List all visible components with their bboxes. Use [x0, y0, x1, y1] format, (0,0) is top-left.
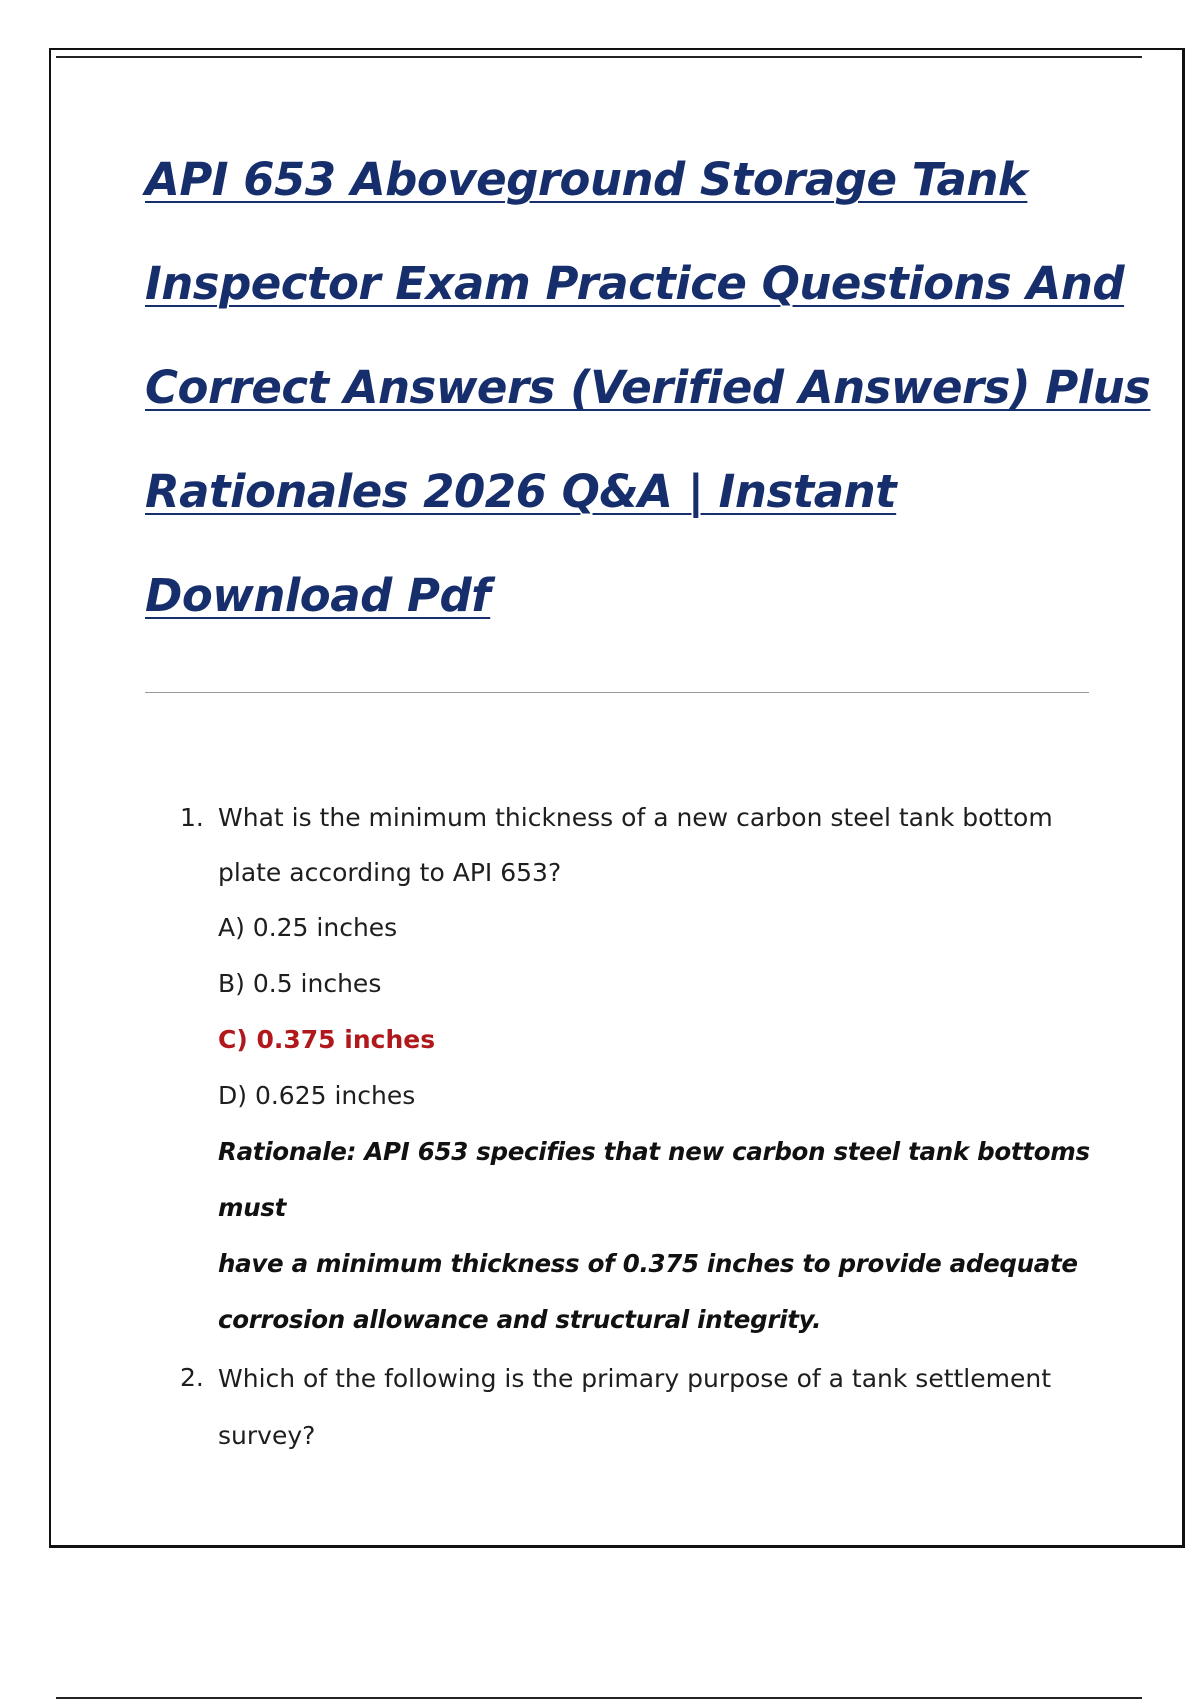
section-divider [145, 692, 1089, 693]
question-text: plate according to API 653? [218, 858, 562, 887]
rationale-text: have a minimum thickness of 0.375 inches to provide adequate [218, 1249, 1078, 1278]
rationale-text: corrosion allowance and structural integrity. [218, 1305, 822, 1334]
question-1 [180, 790, 1100, 1348]
question-number: 1. [180, 803, 204, 832]
title-line: API 653 Aboveground Storage Tank [145, 153, 1028, 206]
title-line: Correct Answers (Verified Answers) Plus [145, 361, 1151, 414]
answer-option-b: B) 0.5 inches [218, 969, 382, 998]
answer-option-d: D) 0.625 inches [218, 1081, 416, 1110]
question-number: 2. [180, 1363, 204, 1392]
bottom-rule [56, 1697, 1142, 1699]
title-line: Rationales 2026 Q&A | Instant [145, 465, 897, 518]
title-line: Inspector Exam Practice Questions And [145, 257, 1125, 310]
title-line: Download Pdf [145, 569, 491, 622]
question-2 [180, 1350, 1100, 1464]
top-rule [56, 56, 1142, 58]
question-list [180, 790, 1100, 1464]
document-title [145, 140, 1151, 660]
answer-option-a: A) 0.25 inches [218, 913, 398, 942]
rationale-text: Rationale: API 653 specifies that new carbon steel tank bottoms must [218, 1137, 1090, 1222]
question-text: What is the minimum thickness of a new carbon steel tank bottom [218, 803, 1053, 832]
question-text: Which of the following is the primary purpose of a tank settlement [218, 1364, 1052, 1393]
question-text: survey? [218, 1421, 316, 1450]
answer-option-c-correct: C) 0.375 inches [218, 1025, 436, 1054]
